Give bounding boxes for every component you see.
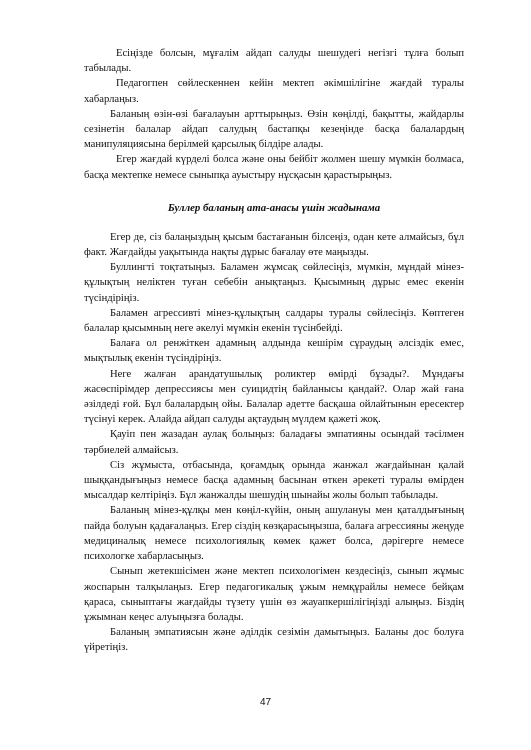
page-content (84, 46, 464, 656)
body-paragraph: Егер де, сіз балаңыздың қысым бастағанын білсеңіз, одан кете алмайсыз, бұл факт. Жағдайды уақытында нақты дұрыс бағалау өте маңызды. (84, 231, 464, 259)
body-paragraph: Сіз жұмыста, отбасында, қоғамдық орында жанжал жағдайынан қалай шыққандығыңыз немесе басқа адамның басынан өткен әрекеті туралы өмірден мысалдар келтіріңіз. Бұл жанжалды шешудің шынайы жолы болып табылады. (84, 459, 464, 502)
intro-paragraph: Баланың өзін-өзі бағалауын арттырыңыз. Өзін көңілді, бақытты, жайдарлы сезінетін балалар айдап салудың бастапқы кезеңінде басқа балалардың манипуляциясына берілмей қарсылық білдіре алады. (84, 108, 464, 151)
intro-paragraph: Педагогпен сөйлескеннен кейін мектеп әкімшілігіне жағдай туралы хабарлаңыз. (84, 78, 464, 105)
body-paragraph: Баланың мінез-құлқы мен көңіл-күйін, оның ашулануы мен қаталдығының пайда болуын қадағалаңыз. Егер сіздің көзқарасыңызша, балаға агрессияны жеңуде медициналық немесе психологиялық көмек қажет болса, дәрігерге немесе психологке хабарласыңыз. (84, 505, 464, 563)
intro-paragraph: Егер жағдай күрделі болса және оны бейбіт жолмен шешу мүмкін болмаса, басқа мектепке немесе сыныпқа ауыстыру нұсқасын қарастырыңыз. (84, 154, 464, 181)
page-number: 47 (259, 697, 272, 708)
body-paragraph: Балаға ол ренжіткен адамның алдында кешірім сұраудың әлсіздік емес, мықтылық екенін түсіндіріңіз. (84, 338, 464, 365)
body-paragraph: Буллингті тоқтатыңыз. Баламен жұмсақ сөйлесіңіз, мүмкін, мұндай мінез-құлықтың неліктен туған себебін анықтаңыз. Қысымның дұрыс емес екенін түсіндіріңіз. (84, 262, 464, 304)
body-paragraph: Баланың эмпатиясын және әділдік сезімін дамытыңыз. Баланы дос болуға үйретіңіз. (84, 627, 464, 654)
body-paragraph: Неге жалған арандатушылық роликтер өмірді бұзады?. Мұндағы жасөспірімдер депрессиясы мен суицидтің байланысы қандай?. Олар жай ғана әзілдеді ғой. Бұл балалардың ойы. Балалар әдетте басқаша ойлайтынын ересектер түсінуі керек. Алайда айдап салуды ақтаудың мүлдем қажеті жоқ. (84, 368, 464, 426)
intro-paragraph: Есіңізде болсын, мұғалім айдап салуды шешудегі негізгі тұлға болып табылады. (84, 48, 464, 75)
section-title: Буллер баланың ата-анасы үшін жадынама (167, 201, 381, 214)
body-paragraph: Баламен агрессивті мінез-құлықтың салдары туралы сөйлесіңіз. Көптеген балалар қысымның неге әкелуі мүмкін екенін түсінбейді. (84, 307, 464, 335)
body-paragraph: Сынып жетекшісімен және мектеп психологімен кездесіңіз, сынып жұмыс жоспарын талқылаңыз. Егер педагогикалық ұжым немқұрайлы немесе бейқам қараса, сыныптағы жағдайды түзету үшін өз жауапкершілігіңізді алыңыз. Біздің ұжымнан кеңес алуыңызға болады. (84, 566, 464, 623)
body-paragraph: Қауіп пен жазадан аулақ болыңыз: баладағы эмпатияны осындай тәсілмен тәрбиелей алмайсыз. (84, 429, 464, 456)
